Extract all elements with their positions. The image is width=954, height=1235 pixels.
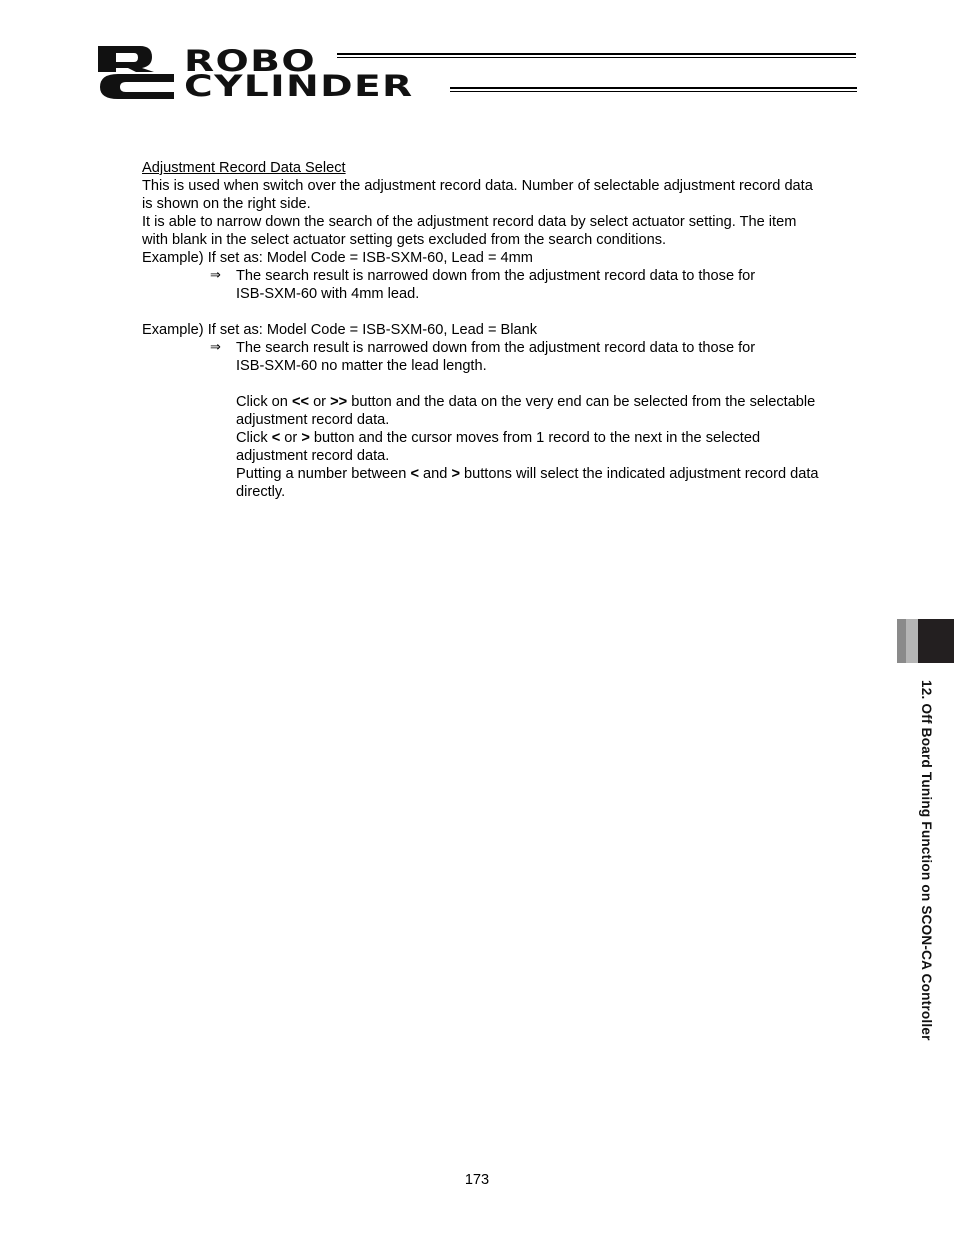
chapter-tab-block (918, 619, 954, 663)
instruction-line (236, 429, 862, 447)
instruction-line: directly. (236, 484, 286, 500)
paragraph-line: It is able to narrow down the search of the adjustment record data by select actuator setting. The item (142, 214, 797, 230)
header-rule-bottom-thin (450, 91, 857, 92)
logo-text-cylinder: CYLINDER (184, 69, 414, 103)
spacer (142, 303, 862, 321)
button-ref-next: > (301, 430, 310, 446)
text-span: button and the data on the very end can be selected from the selectable (347, 394, 816, 410)
main-content (142, 159, 862, 501)
result-block (142, 267, 862, 303)
text-span: Putting a number between (236, 466, 411, 482)
instruction-line: adjustment record data. (236, 448, 390, 464)
header-rule-top-thin (337, 57, 856, 58)
result-line: ISB-SXM-60 with 4mm lead. (236, 286, 420, 302)
spacer (142, 375, 862, 393)
example-line: Example) If set as: Model Code = ISB-SXM-60, Lead = 4mm (142, 250, 533, 266)
page-number: 173 (464, 1172, 490, 1188)
chapter-tab-stripe-dark (897, 619, 906, 663)
text-span: Click on (236, 394, 292, 410)
instruction-block (142, 393, 862, 501)
button-ref-first: << (291, 394, 310, 410)
rc-logo-icon (96, 44, 178, 100)
instruction-line (236, 393, 862, 411)
text-span: or (280, 430, 302, 446)
instruction-line (236, 465, 862, 483)
header-rule-bottom (450, 87, 857, 89)
example-line: Example) If set as: Model Code = ISB-SXM-60, Lead = Blank (142, 322, 538, 338)
text-span: Click (236, 430, 272, 446)
logo-text-robo: ROBO (184, 44, 316, 78)
text-span: button and the cursor moves from 1 record to the next in the selected (309, 430, 761, 446)
button-ref-prev: < (410, 466, 419, 482)
paragraph-line: This is used when switch over the adjustment record data. Number of selectable adjustment record data (142, 178, 813, 194)
result-line: The search result is narrowed down from the adjustment record data to those for (236, 340, 756, 356)
chapter-tab-stripe-light (906, 619, 918, 663)
arrow-icon: ⇒ (210, 268, 221, 283)
header-rule-top (337, 53, 856, 55)
text-span: buttons will select the indicated adjustment record data (459, 466, 819, 482)
chapter-side-title: 12. Off Board Tuning Function on SCON-CA Controller (919, 680, 934, 1041)
text-span: or (309, 394, 331, 410)
button-ref-last: >> (330, 394, 348, 410)
text-span: and (418, 466, 452, 482)
result-block (142, 339, 862, 375)
section-heading: Adjustment Record Data Select (142, 160, 346, 176)
arrow-icon: ⇒ (210, 340, 221, 355)
paragraph-line: is shown on the right side. (142, 196, 311, 212)
result-line: The search result is narrowed down from the adjustment record data to those for (236, 268, 756, 284)
paragraph-line: with blank in the select actuator setting gets excluded from the search conditions. (142, 232, 667, 248)
result-line: ISB-SXM-60 no matter the lead length. (236, 358, 487, 374)
button-ref-next: > (451, 466, 460, 482)
instruction-line: adjustment record data. (236, 412, 390, 428)
button-ref-prev: < (271, 430, 281, 446)
